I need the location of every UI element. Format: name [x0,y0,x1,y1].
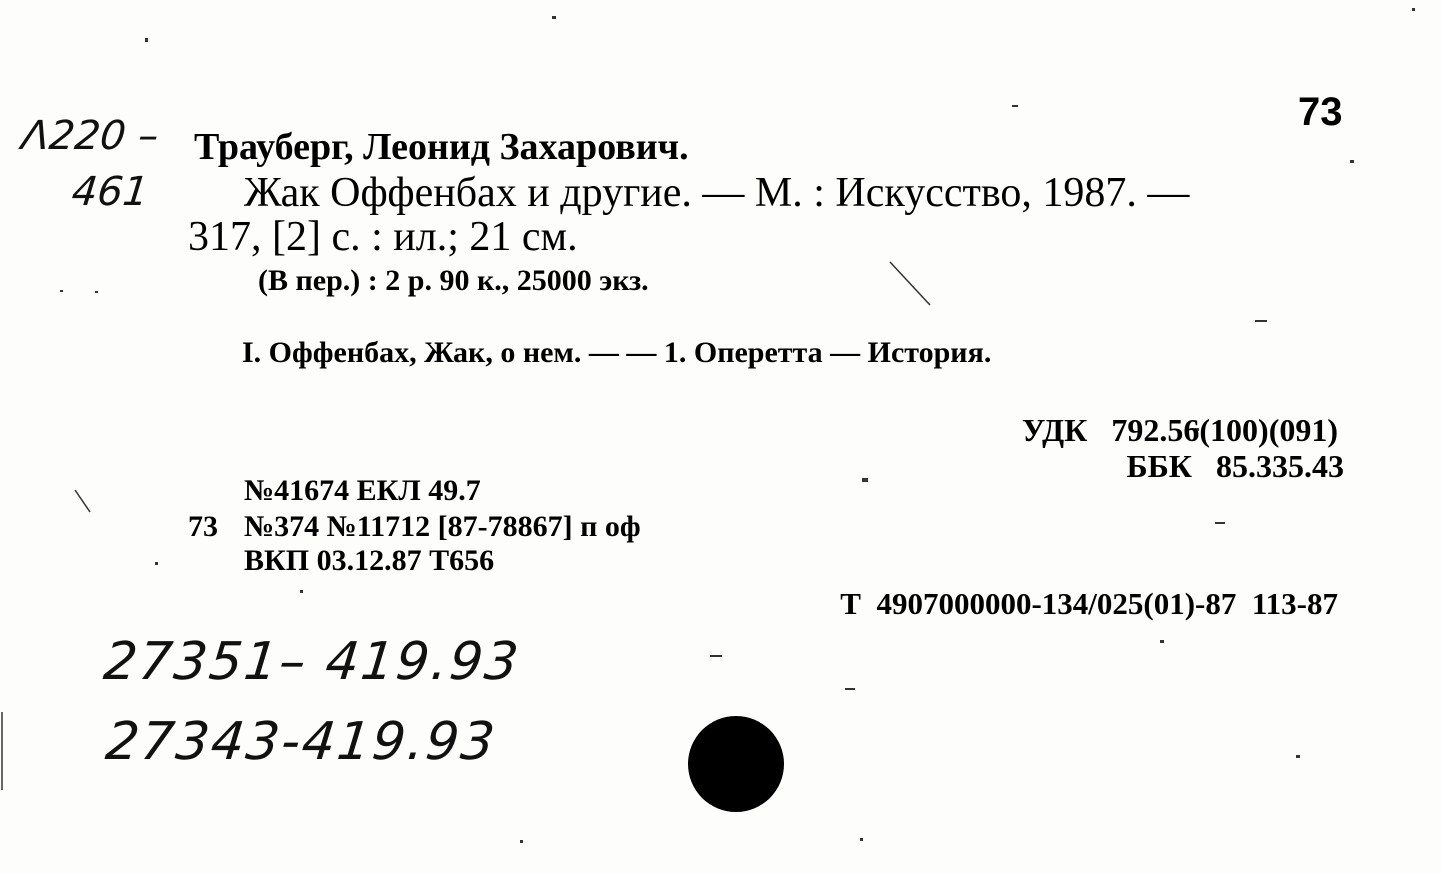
registry-line-2: №374 №11712 [87-78867] п оф [244,510,641,543]
title-line-2: 317, [2] с. : ил.; 21 см. [188,214,578,260]
index-code: Т 4907000000-134/025(01)-87 113-87 [840,586,1338,621]
author-heading: Трауберг, Леонид Захарович. [194,126,689,168]
title-line-1: Жак Оффенбах и другие. — М. : Искусство, 1987. — [244,170,1190,216]
handwritten-shelfmark-line1: Λ220 – [19,113,161,159]
registry-line-1: №41674 ЕКЛ 49.7 [244,474,481,507]
bbk-code: ББК 85.335.43 [1126,448,1344,484]
registry-line-3: ВКП 03.12.87 Т656 [244,544,495,577]
price-line: (В пер.) : 2 р. 90 к., 25000 экз. [258,264,649,297]
handwritten-inventory-line1: 27351– 419.93 [100,632,524,692]
call-number: 73 [1298,90,1343,134]
registry-prefix: 73 [188,510,218,543]
handwritten-shelfmark-line2: 461 [69,169,151,215]
udk-code: УДК 792.56(100)(091) [1021,412,1338,448]
punch-hole [688,716,784,812]
subjects-line: I. Оффенбах, Жак, о нем. — — 1. Оперетта — История. [242,336,992,369]
handwritten-inventory-line2: 27343-419.93 [102,712,500,772]
